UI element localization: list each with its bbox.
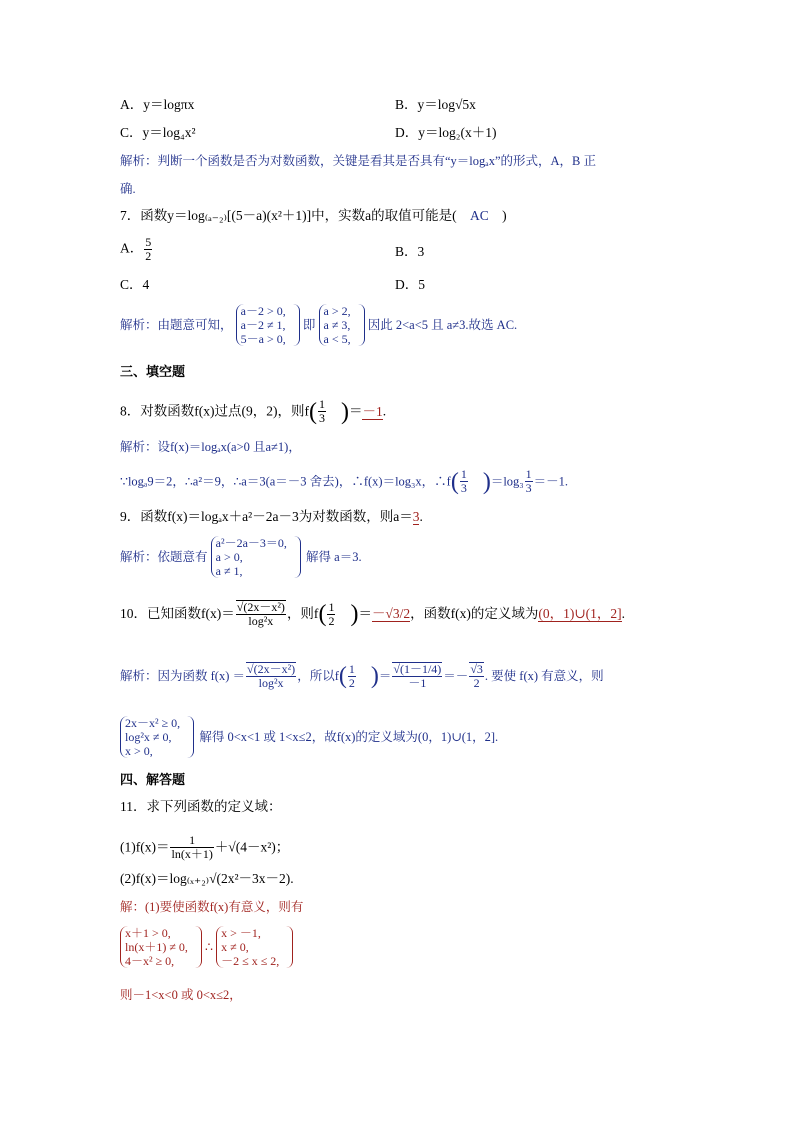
q8-solution-right-paren: ) [482,468,491,495]
q9-solution-end: 解得 a＝3. [306,550,362,564]
q8-stem-text: 8．对数函数f(x)过点(9，2)，则f [120,403,309,419]
q8-solution-log-den: 3 [525,481,532,495]
q10-solution-prefix: 解析：因为函数 f(x) ＝ [120,669,245,683]
q11-part-1 [120,834,289,861]
q9-system-row: a²－2a－3＝0, [215,536,287,550]
q10-solution-eval-den: －1 [392,676,442,690]
q7-option-d: D．5 [395,277,425,292]
q10-solution-tail: . 要使 f(x) 有意义，则 [484,669,604,683]
q11-solution-end: 则－1<x<0 或 0<x≤2， [120,988,242,1002]
q11-therefore: ∴ [205,940,213,954]
q10-function-fraction [236,600,286,628]
q7-system-2-row: a < 5, [323,332,351,346]
q6-option-d: D．y＝log₂(x＋1) [395,125,497,140]
q11-part-1-fraction [170,834,213,861]
q10-system [120,716,186,758]
q8-solution-log: ＝log₃ [490,474,524,489]
q11-part-1-tail: ＋√(4－x²)； [214,839,290,855]
q9-solution-prefix: 解析：依题意有 [120,550,208,564]
q6-solution-line2: 确. [120,182,136,196]
q11-system-2 [216,926,285,968]
q10-function-den: log²x [236,614,286,628]
q7-system-1-row: a－2 > 0, [240,304,286,318]
q10-solution-right-paren: ) [370,663,379,689]
q8-frac-num: 1 [318,397,325,411]
q10-system-row: x > 0, [125,744,153,758]
q10-system-row: 2x－x² ≥ 0, [125,716,181,730]
q9-stem [120,508,423,526]
q9-system [211,536,293,578]
q10-solution-line1 [120,662,604,690]
q7-system-1-row: 5－a > 0, [240,332,286,346]
q11-solution-systems [120,926,285,968]
q7-solution-prefix: 解析：由题意可知， [120,318,233,332]
q11-system-1-row: ln(x＋1) ≠ 0, [125,940,188,954]
q8-fraction [318,398,326,425]
q10-solution-half-num: 1 [348,661,355,676]
q7-option-a-num: 5 [145,235,152,249]
q6-option-c: C．y＝log₄x² [120,125,196,140]
q8-solution-line2-text: ∵logₐ9＝2，∴a²＝9，∴a＝3(a＝－3 舍去)，∴f(x)＝log₃x，∴f [120,474,451,489]
q10-right-paren: ) [350,601,359,627]
q7-stem-text: 7．函数y＝log₍ₐ₋₂₎[(5－a)(x²＋1)]中，实数a的取值可能是( [120,208,457,223]
q7-system-1-row: a－2 ≠ 1, [240,318,286,332]
q10-solution-result-den: 2 [469,676,484,690]
q9-answer: 3 [412,509,420,524]
q10-function-num: √(2x－x²) [236,600,285,614]
q10-stem-text: 10．已知函数f(x)＝ [120,606,235,621]
q9-system-row: a > 0, [215,550,243,564]
q8-frac-den: 3 [318,411,325,425]
q9-solution [120,536,362,578]
q6-solution-line1: 解析：判断一个函数是否为对数函数，关键是看其是否具有“y＝logₐx”的形式，A，B 正 [120,154,596,168]
q10-solution-half [348,663,356,690]
q6-option-b: B．y＝log√5x [395,97,476,112]
q10-solution-end: 解得 0<x<1 或 1<x≤2，故f(x)的定义域为(0，1)∪(1，2]. [199,730,499,744]
q7-close-paren: ) [502,208,507,223]
q7-solution-end: 因此 2<a<5 且 a≠3.故选 AC. [367,318,518,332]
q7-solution [120,304,517,346]
q10-solution-function-den: log²x [246,676,296,690]
q10-solution-result-fraction [469,662,484,690]
q11-system-2-row: －2 ≤ x ≤ 2, [221,954,280,968]
q10-period: . [621,606,626,621]
q11-solution-intro: 解：(1)要使函数f(x)有意义，则有 [120,900,304,914]
section-4-heading: 四、解答题 [120,773,186,788]
q8-solution-frac-den: 3 [460,481,467,495]
q7-answer: AC [470,208,489,223]
q7-option-b: B．3 [395,244,425,259]
q10-solution-eval-fraction [392,662,442,690]
q10-solution-function-num: √(2x－x²) [247,662,296,676]
q8-solution-line1: 解析：设f(x)＝logₐx(a>0 且a≠1)， [120,440,301,454]
q7-solution-mid: 即 [302,318,316,332]
q10-solution-line2 [120,716,498,758]
q10-solution-half-den: 2 [348,675,355,690]
q10-fraction [327,601,335,628]
q11-system-2-row: x ≠ 0, [221,940,249,954]
q11-system-2-row: x > －1, [221,926,261,940]
q11-part-1-prefix: (1)f(x)＝ [120,839,170,855]
q8-solution-log-num: 1 [525,467,532,481]
q8-solution-log-fraction [525,468,533,495]
q7-option-c: C．4 [120,277,150,292]
q7-system-2 [319,304,357,346]
q9-stem-text: 9．函数f(x)＝logₐx＋a²－2a－3为对数函数，则a＝ [120,509,413,524]
q7-option-a [120,236,153,263]
q10-stem-text-2: ，则f [286,606,319,621]
q7-option-a-label: A． [120,240,144,256]
q8-answer: －1 [362,403,383,419]
q11-system-1-row: x＋1 > 0, [125,926,171,940]
q10-stem [120,600,625,628]
q11-part-1-num: 1 [189,833,196,847]
q10-solution-eq2: ＝－ [443,669,469,683]
q7-option-a-den: 2 [145,249,152,263]
q10-answer-1: －√3/2 [371,606,411,621]
q8-right-paren: ) [340,398,349,425]
q9-system-row: a ≠ 1, [215,564,243,578]
q10-answer-2: (0，1)∪(1，2] [538,606,622,621]
q10-frac-num: 1 [328,599,335,614]
q10-stem-text-3: ，函数f(x)的定义域为 [410,606,539,621]
q10-system-row: log²x ≠ 0, [125,730,172,744]
q10-solution-equals: ＝ [378,669,392,683]
q8-solution-fraction [460,468,468,495]
q11-part-1-den: ln(x＋1) [171,847,213,861]
q11-system-1-row: 4－x² ≥ 0, [125,954,175,968]
q8-solution-line2 [120,468,568,495]
section-3-heading: 三、填空题 [120,365,186,380]
q8-period: . [382,403,387,419]
q8-left-paren: ( [308,398,317,425]
q7-stem [120,207,507,225]
q10-equals: ＝ [358,606,372,621]
q10-solution-function-fraction [246,662,296,690]
q7-system-2-row: a > 2, [323,304,351,318]
q10-solution-result-num: √3 [470,662,483,676]
q8-solution-end: ＝－1. [533,474,569,489]
q8-stem [120,398,386,425]
q9-period: . [419,509,423,524]
q7-system-2-row: a ≠ 3, [323,318,351,332]
q6-option-a: A．y＝logπx [120,97,195,112]
q11-stem: 11．求下列函数的定义域： [120,799,282,814]
q10-left-paren: ( [318,601,327,627]
q10-solution-left-paren: ( [338,663,347,689]
q8-equals: ＝ [348,403,363,419]
q10-frac-den: 2 [328,613,335,628]
q11-part-2: (2)f(x)＝log₍ₓ₊₂₎√(2x²－3x－2). [120,871,294,886]
q11-system-1 [120,926,194,968]
q8-solution-frac-num: 1 [460,467,467,481]
q8-solution-left-paren: ( [450,468,459,495]
q7-system-1 [236,304,292,346]
q10-solution-eval-num: √(1－1/4) [393,662,442,676]
q7-option-a-fraction [144,236,152,263]
q10-solution-mid: ，所以f [297,669,339,683]
